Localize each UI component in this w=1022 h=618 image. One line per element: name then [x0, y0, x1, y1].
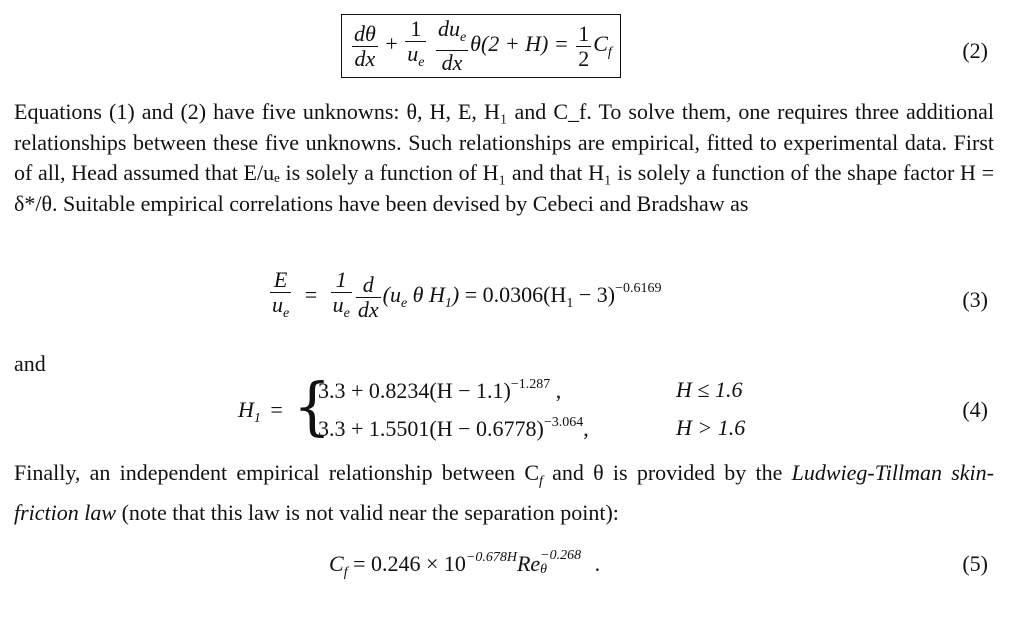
equation-4-case-2: $3.3 + 1.5501(H - 0.6778)^{-3.064}$,: [318, 415, 589, 441]
equation-2: [341, 14, 621, 78]
equation-4-case-1: $3.3 + 0.8234(H - 1.1)^{-1.287}$ ,: [318, 377, 562, 403]
and-text: and: [14, 351, 46, 376]
frac-d-dx: $\frac{d}{dx}$: [357, 271, 379, 322]
equation-4-lhs: $H_1$ =: [238, 397, 283, 426]
equation-5: $C_f = 0.246 \times 10^{-0.678H}Re$ −0.268 θ .: [329, 548, 601, 580]
frac-dtheta-dx: $\frac{d\theta}{dx}$: [354, 20, 376, 71]
equation-4-number: (4): [962, 397, 988, 422]
equation-4-cond-1: H ≤ 1.6: [676, 377, 743, 402]
equation-2-number: (2): [962, 38, 988, 63]
equation-2-box: $\frac{d\theta}{dx}$ + $\frac{1}{u_e}$ $\frac{du_e}{dx}$ θ(2 + H) = $\frac{1}{2}$ $C_f$: [341, 14, 621, 78]
frac-1-ue: $\frac{1}{u_e}$: [407, 16, 425, 70]
frac-E-ue: $\frac{E}{u_e}$: [272, 267, 290, 321]
left-brace: {: [293, 370, 332, 444]
paragraph-1: Equations (1) and (2) have five unknowns: θ, H, E, H₁ and C_f. To solve them, one requires three additional relationships between these five unknowns. Such relationships are empirical, fitted to experimental data. First of all, Head assumed that E/uₑ is solely a function of H₁ and that H₁ is solely a function of the shape factor H = δ*/θ. Suitable empirical correlations have been devised by Cebeci and Bradshaw as: [14, 99, 994, 216]
frac-due-dx: $\frac{du_e}{dx}$: [437, 16, 467, 75]
equation-3-number: (3): [962, 287, 988, 312]
frac-1-ue: $\frac{1}{u_e}$: [332, 267, 350, 321]
frac-half: $\frac{1}{2}$: [578, 20, 590, 71]
paragraph-2: Finally, an independent empirical relationship between $C_f$ and θ is provided by the Ludwieg-Tillman skin-friction law (note that this law is not valid near the separation point):: [14, 460, 994, 525]
equation-4-cond-2: H > 1.6: [676, 415, 746, 440]
equation-3: $\frac{E}{u_e}$ = $\frac{1}{u_e}$ $\frac{d}{dx}$ ($u_e$ θ $H_1) = 0.0306(H_1 - 3)^{-0.6169}$: [268, 268, 661, 326]
law-name: Ludwieg-Tillman skin-friction law: [14, 460, 994, 525]
equation-5-number: (5): [962, 551, 988, 576]
